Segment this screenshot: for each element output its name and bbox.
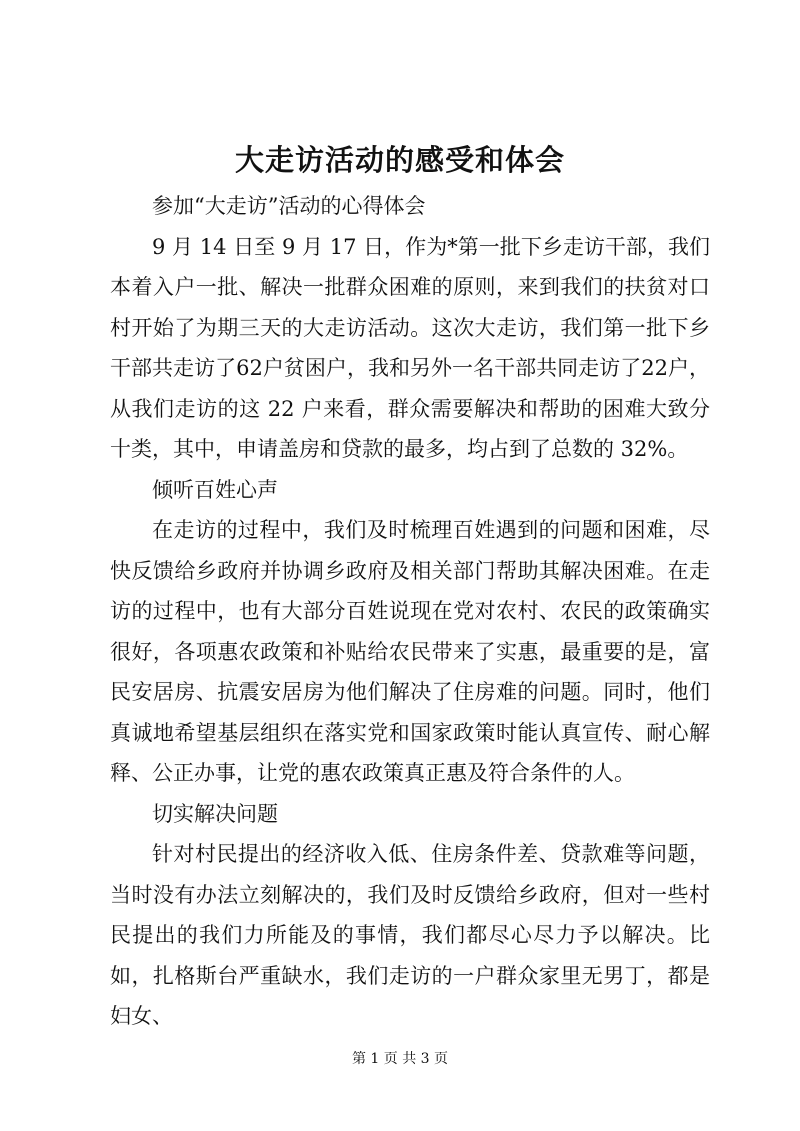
document-subtitle: 参加“大走访”活动的心得体会 (152, 194, 426, 218)
document-body (110, 186, 710, 1037)
section-heading-listen: 倾听百姓心声 (152, 477, 278, 502)
document-title: 大走访活动的感受和体会 (234, 143, 565, 177)
paragraph-1: 9 月 14 日至 9 月 17 日，作为*第一批下乡走访干部，我们本着入户一批、解决一批群众困难的原则，来到我们的扶贫对口村开始了为期三天的大走访活动。这次大走访，我们第一批下乡干部共走访了62户贫困户，我和另外一名干部共同走访了22户，从我们走访的这 22 户来看，群众需要解决和帮助的困难大致分十类，其中，申请盖房和贷款的最多，均占到了总数的 32%。 (110, 234, 710, 461)
paragraph-2: 在走访的过程中，我们及时梳理百姓遇到的问题和困难，尽快反馈给乡政府并协调乡政府及相关部门帮助其解决困难。在走访的过程中，也有大部分百姓说现在党对农村、农民的政策确实很好，各项惠农政策和补贴给农民带来了实惠，最重要的是，富民安居房、抗震安居房为他们解决了住房难的问题。同时，他们真诚地希望基层组织在落实党和国家政策时能认真宣传、耐心解释、公正办事，让党的惠农政策真正惠及符合条件的人。 (110, 518, 710, 785)
page-number-footer: 第 1 页 共 3 页 (351, 1051, 449, 1067)
paragraph-3: 针对村民提出的经济收入低、住房条件差、贷款难等问题，当时没有办法立刻解决的，我们及时反馈给乡政府，但对一些村民提出的我们力所能及的事情，我们都尽心尽力予以解决。比如，扎格斯台严重缺水，我们走访的一户群众家里无男丁，都是妇女、 (110, 842, 710, 1028)
section-heading-solve: 切实解决问题 (152, 801, 278, 826)
